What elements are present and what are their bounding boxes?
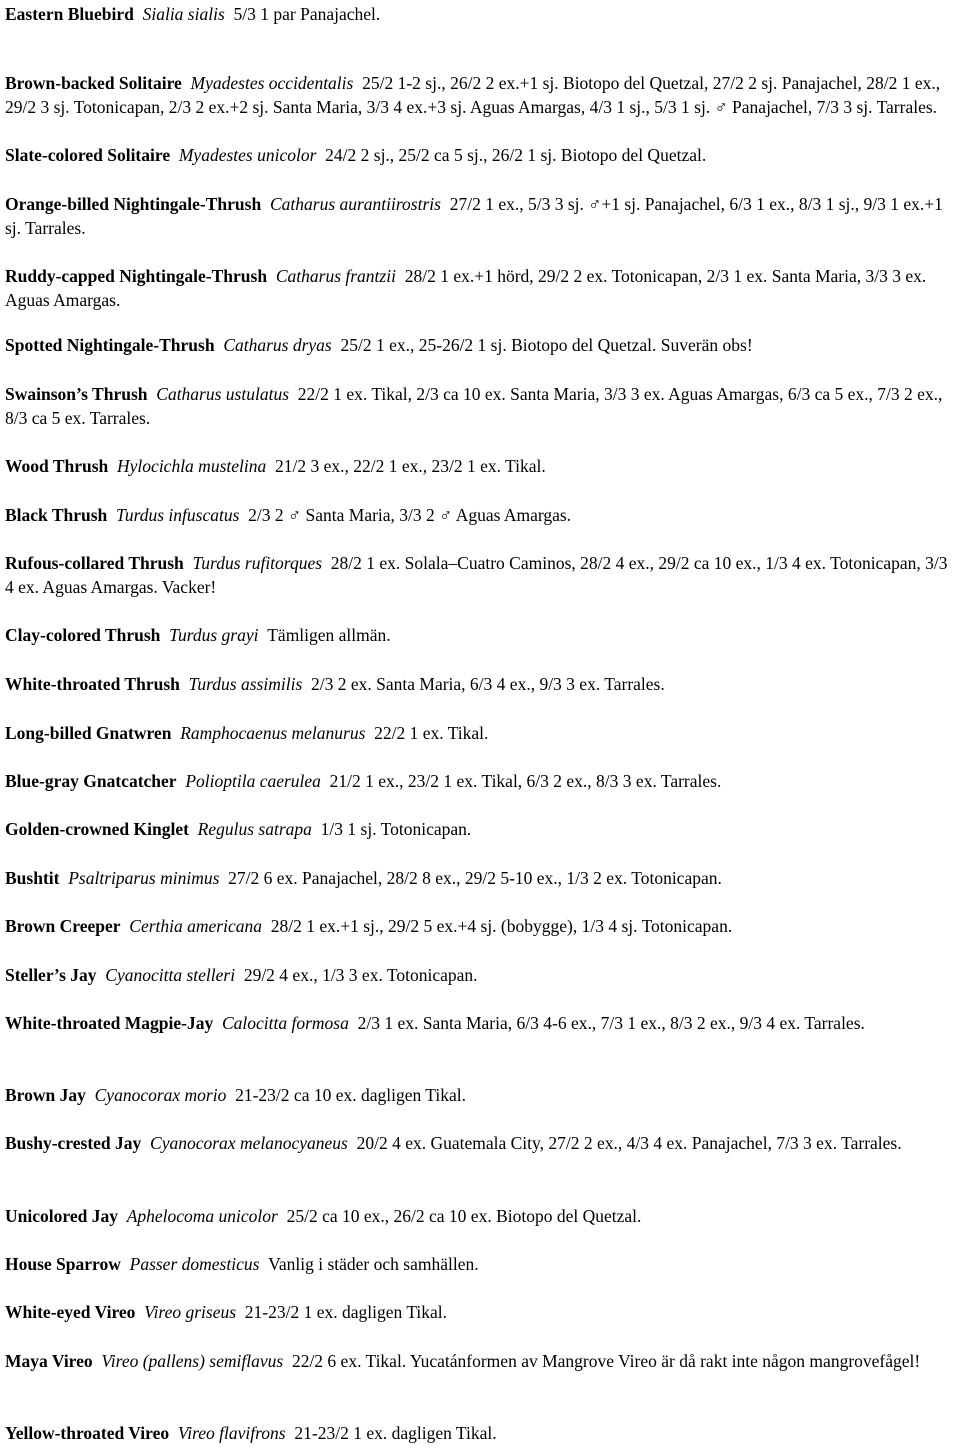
species-scientific-name: Catharus dryas: [223, 335, 332, 355]
species-observations: 1/3 1 sj. Totonicapan.: [320, 819, 472, 839]
species-scientific-name: Calocitta formosa: [221, 1013, 349, 1033]
species-common-name: Blue-gray Gnatcatcher: [5, 771, 177, 791]
species-scientific-name: Cyanocorax morio: [94, 1085, 227, 1105]
species-scientific-name: Catharus frantzii: [275, 266, 396, 286]
species-common-name: White-throated Thrush: [5, 674, 180, 694]
species-observations: 2/3 2 ♂ Santa Maria, 3/3 2 ♂ Aguas Amargas.: [248, 505, 572, 525]
species-entry: [5, 963, 957, 987]
species-common-name: Yellow-throated Vireo: [5, 1423, 170, 1443]
species-common-name: House Sparrow: [5, 1254, 121, 1274]
species-observations: 21-23/2 ca 10 ex. dagligen Tikal.: [235, 1085, 466, 1105]
species-entry: [5, 769, 957, 793]
species-entry: [5, 1204, 957, 1228]
species-entry: [5, 503, 957, 527]
species-observations: 25/2 1 ex., 25-26/2 1 sj. Biotopo del Quetzal. Suverän obs!: [340, 335, 753, 355]
species-entry: [5, 143, 957, 167]
species-entry: [5, 1131, 957, 1155]
species-scientific-name: Aphelocoma unicolor: [126, 1206, 278, 1226]
species-observations: 2/3 1 ex. Santa Maria, 6/3 4-6 ex., 7/3 1 ex., 8/3 2 ex., 9/3 4 ex. Tarrales.: [357, 1013, 865, 1033]
species-observations: 25/2 ca 10 ex., 26/2 ca 10 ex. Biotopo del Quetzal.: [286, 1206, 642, 1226]
species-scientific-name: Turdus infuscatus: [116, 505, 240, 525]
species-entry: [5, 1421, 957, 1445]
species-scientific-name: Vireo flavifrons: [177, 1423, 286, 1443]
species-common-name: Spotted Nightingale-Thrush: [5, 335, 215, 355]
species-observations: 27/2 6 ex. Panajachel, 28/2 8 ex., 29/2 5-10 ex., 1/3 2 ex. Totonicapan.: [228, 868, 722, 888]
species-entry: [5, 333, 957, 357]
species-scientific-name: Cyanocitta stelleri: [105, 965, 236, 985]
species-observations: 21/2 3 ex., 22/2 1 ex., 23/2 1 ex. Tikal.: [274, 456, 546, 476]
species-common-name: Ruddy-capped Nightingale-Thrush: [5, 266, 268, 286]
species-common-name: Orange-billed Nightingale-Thrush: [5, 194, 262, 214]
species-common-name: Swainson’s Thrush: [5, 384, 148, 404]
species-scientific-name: Vireo (pallens) semiflavus: [101, 1351, 284, 1371]
species-common-name: Eastern Bluebird: [5, 4, 134, 24]
species-observations: 21-23/2 1 ex. dagligen Tikal.: [244, 1302, 448, 1322]
species-observations: 5/3 1 par Panajachel.: [233, 4, 381, 24]
species-entry: [5, 623, 957, 647]
species-common-name: Maya Vireo: [5, 1351, 93, 1371]
species-common-name: Brown Jay: [5, 1085, 86, 1105]
species-common-name: Black Thrush: [5, 505, 108, 525]
species-entry: [5, 192, 957, 240]
species-common-name: Bushtit: [5, 868, 60, 888]
species-observations: 29/2 4 ex., 1/3 3 ex. Totonicapan.: [243, 965, 478, 985]
species-observations: 24/2 2 sj., 25/2 ca 5 sj., 26/2 1 sj. Biotopo del Quetzal.: [325, 145, 707, 165]
species-scientific-name: Sialia sialis: [142, 4, 225, 24]
species-common-name: White-eyed Vireo: [5, 1302, 136, 1322]
species-entry: [5, 672, 957, 696]
species-common-name: Clay-colored Thrush: [5, 625, 161, 645]
species-scientific-name: Turdus assimilis: [188, 674, 303, 694]
species-observations: 22/2 6 ex. Tikal. Yucatánformen av Mangrove Vireo är då rakt inte någon mangrovefågel!: [291, 1351, 921, 1371]
species-entry: [5, 2, 957, 26]
species-observations: 28/2 1 ex.+1 sj., 29/2 5 ex.+4 sj. (bobygge), 1/3 4 sj. Totonicapan.: [270, 916, 733, 936]
species-scientific-name: Turdus rufitorques: [192, 553, 323, 573]
species-scientific-name: Passer domesticus: [129, 1254, 260, 1274]
species-observations: 25/2 1-2 sj., 26/2 2 ex.+1 sj. Biotopo del Quetzal, 27/2 2 sj. Panajachel, 28/2 1 ex., 29/2 3 sj. Totonicapan, 2/3 2 ex.+2 sj. Santa Maria, 3/3 4 ex.+3 sj. Aguas Amargas, 4/3 1 sj., 5/3 1 sj. ♂ Panajachel, 7/3 3 sj. Tarrales.: [5, 73, 941, 117]
species-observations: Vanlig i städer och samhällen.: [268, 1254, 479, 1274]
species-scientific-name: Psaltriparus minimus: [68, 868, 220, 888]
species-entry: [5, 71, 957, 119]
species-observations: 21-23/2 1 ex. dagligen Tikal.: [294, 1423, 497, 1443]
species-common-name: Steller’s Jay: [5, 965, 97, 985]
species-entry: [5, 1252, 957, 1276]
species-scientific-name: Hylocichla mustelina: [117, 456, 267, 476]
species-observations: Tämligen allmän.: [267, 625, 391, 645]
species-scientific-name: Vireo griseus: [144, 1302, 237, 1322]
species-common-name: Slate-colored Solitaire: [5, 145, 171, 165]
species-entry: [5, 817, 957, 841]
species-common-name: Brown-backed Solitaire: [5, 73, 182, 93]
species-common-name: Brown Creeper: [5, 916, 121, 936]
species-scientific-name: Ramphocaenus melanurus: [180, 723, 366, 743]
species-scientific-name: Cyanocorax melanocyaneus: [150, 1133, 348, 1153]
species-scientific-name: Certhia americana: [129, 916, 262, 936]
species-common-name: White-throated Magpie-Jay: [5, 1013, 214, 1033]
species-scientific-name: Myadestes occidentalis: [190, 73, 354, 93]
species-entry: [5, 551, 957, 599]
species-entry: [5, 1011, 957, 1035]
species-observations: 28/2 1 ex.+1 hörd, 29/2 2 ex. Totonicapan, 2/3 1 ex. Santa Maria, 3/3 3 ex. Aguas Amargas.: [5, 266, 927, 310]
species-observations: 27/2 1 ex., 5/3 3 sj. ♂+1 sj. Panajachel, 6/3 1 ex., 8/3 1 sj., 9/3 1 ex.+1 sj. Tarrales.: [5, 194, 943, 238]
species-observations: 28/2 1 ex. Solala–Cuatro Caminos, 28/2 4 ex., 29/2 ca 10 ex., 1/3 4 ex. Totonicapan, 3/3 4 ex. Aguas Amargas. Vacker!: [5, 553, 948, 597]
species-scientific-name: Turdus grayi: [169, 625, 259, 645]
species-common-name: Long-billed Gnatwren: [5, 723, 172, 743]
species-entry: [5, 1083, 957, 1107]
species-common-name: Rufous-collared Thrush: [5, 553, 184, 573]
species-common-name: Golden-crowned Kinglet: [5, 819, 189, 839]
species-scientific-name: Catharus aurantiirostris: [269, 194, 441, 214]
species-entry: [5, 454, 957, 478]
species-entry: [5, 1349, 957, 1373]
species-scientific-name: Polioptila caerulea: [185, 771, 321, 791]
species-scientific-name: Myadestes unicolor: [178, 145, 317, 165]
species-observations: 20/2 4 ex. Guatemala City, 27/2 2 ex., 4/3 4 ex. Panajachel, 7/3 3 ex. Tarrales.: [356, 1133, 902, 1153]
species-common-name: Wood Thrush: [5, 456, 109, 476]
species-common-name: Bushy-crested Jay: [5, 1133, 142, 1153]
species-observations: 2/3 2 ex. Santa Maria, 6/3 4 ex., 9/3 3 ex. Tarrales.: [311, 674, 665, 694]
species-entry: [5, 721, 957, 745]
species-observations: 22/2 1 ex. Tikal, 2/3 ca 10 ex. Santa Maria, 3/3 3 ex. Aguas Amargas, 6/3 ca 5 ex., 7/3 2 ex., 8/3 ca 5 ex. Tarrales.: [5, 384, 943, 428]
species-entry: [5, 866, 957, 890]
species-observations: 22/2 1 ex. Tikal.: [374, 723, 489, 743]
species-entry: [5, 914, 957, 938]
species-observations: 21/2 1 ex., 23/2 1 ex. Tikal, 6/3 2 ex., 8/3 3 ex. Tarrales.: [329, 771, 722, 791]
species-entry: [5, 264, 957, 312]
species-scientific-name: Catharus ustulatus: [156, 384, 290, 404]
species-common-name: Unicolored Jay: [5, 1206, 118, 1226]
species-scientific-name: Regulus satrapa: [197, 819, 312, 839]
species-entry: [5, 382, 957, 430]
species-entry: [5, 1300, 957, 1324]
